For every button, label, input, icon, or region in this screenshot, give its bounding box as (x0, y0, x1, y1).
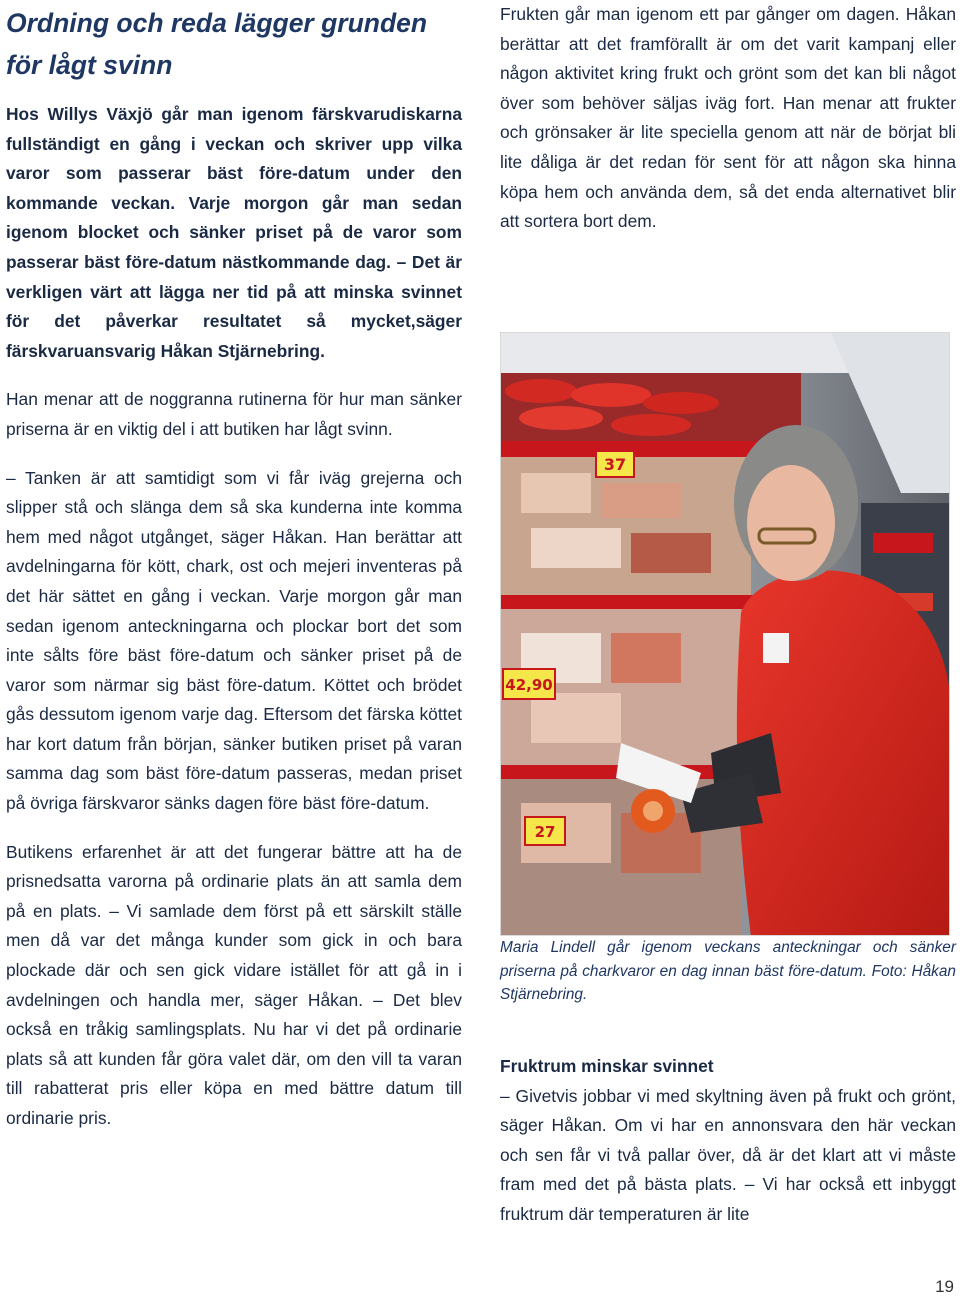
paragraph-fruit: Frukten går man igenom ett par gånger om dagen. Håkan berättar att det framförallt är om det varit kampanj eller någon aktivitet kring frukt och grönt som det kan bli något över som behöver säljas iväg fort. Han menar att frukter och grönsaker är lite speciella genom att när de börjat bli lite dåliga är det redan för sent för att någon ska hinna köpa hem och använda dem, så det enda alternativet blir att sortera bort dem. (500, 4, 956, 232)
intro-bold-text: Hos Willys Växjö går man igenom färskvarudiskarna fullständigt en gång i veckan och skriver upp vilka varor som passerar bäst före-datum under den kommande veckan. Varje morgon går man sedan igenom blocket och sänker priset på de varor som passerar bäst före-datum nästkommande dag. (6, 104, 462, 272)
article-photo (500, 332, 950, 936)
section-subheading: Fruktrum minskar svinnet (500, 1056, 714, 1076)
paragraph-fruit-room: – Givetvis jobbar vi med skyltning även på frukt och grönt, säger Håkan. Om vi har en annonsvara den här veckan och sen får vi två pallar över, då är det klart att vi måste fram med det på bästa plats. – Vi har också ett inbyggt fruktrum där temperaturen är lite (500, 1085, 956, 1224)
article-heading: Ordning och reda lägger grunden för lågt svinn (6, 8, 428, 80)
paragraph-inventory: – Tanken är att samtidigt som vi får iväg grejerna och slipper stå och slänga dem så ska kunderna inte komma hem med något utgånget, säger Håkan. Han berättar att avdelningarna för kött, chark, ost och mejeri inventeras på det här sättet en gång i veckan. Varje morgon går man sedan igenom anteckningarna och plockar bort det som inte sålts före bäst före-datum och sänker priset på de varor som närmar sig bäst före-datum. Köttet och brödet gås dessutom igenom varje dag. Eftersom det färska köttet har kort datum från början, sänker butiken priset på varan samma dag som bäst före-datum passeras, medan priset på övriga färskvaror sänks dagen före bäst före-datum. (6, 467, 462, 814)
price-tag-3: 27 (534, 823, 556, 841)
intro-quote: – Det är verkligen värt att lägga ner tid på att minska svinnet för det påverkar resultatet så mycket,säger färskvaruansvarig Håkan Stjärnebring. (6, 251, 462, 361)
paragraph-placement: Butikens erfarenhet är att det fungerar bättre att ha de prisnedsatta varorna på ordinarie plats än att samla dem på en plats. – Vi samlade dem först på ett särskilt ställe men då var det många kunder som gick in och bara plockade där och sen gick vidare istället för att gå in i avdelningen och handla mer, säger Håkan. – Det blev också en tråkig samlingsplats. Nu har vi det på ordinarie plats så att kunden får göra valet där, om den vill ta varan till rabatterat pris eller köpa en med bättre datum till ordinarie pris. (6, 841, 462, 1128)
price-tag-2: 42,90 (505, 676, 553, 694)
left-column (6, 0, 462, 1134)
photo-caption: Maria Lindell går igenom veckans anteckningar och sänker priserna på charkvaror en dag innan bäst före-datum. Foto: Håkan Stjärnebring. (500, 939, 956, 1004)
store-shelf-illustration (501, 333, 950, 936)
page-number: 19 (935, 1277, 954, 1296)
paragraph-routines: Han menar att de noggranna rutinerna för hur man sänker priserna är en viktig del i att butiken har lågt svinn. (6, 389, 462, 439)
right-column-bottom (500, 1052, 956, 1230)
right-column-top (500, 0, 956, 237)
intro-paragraph (6, 100, 462, 366)
price-tag-1: 37 (603, 455, 627, 474)
